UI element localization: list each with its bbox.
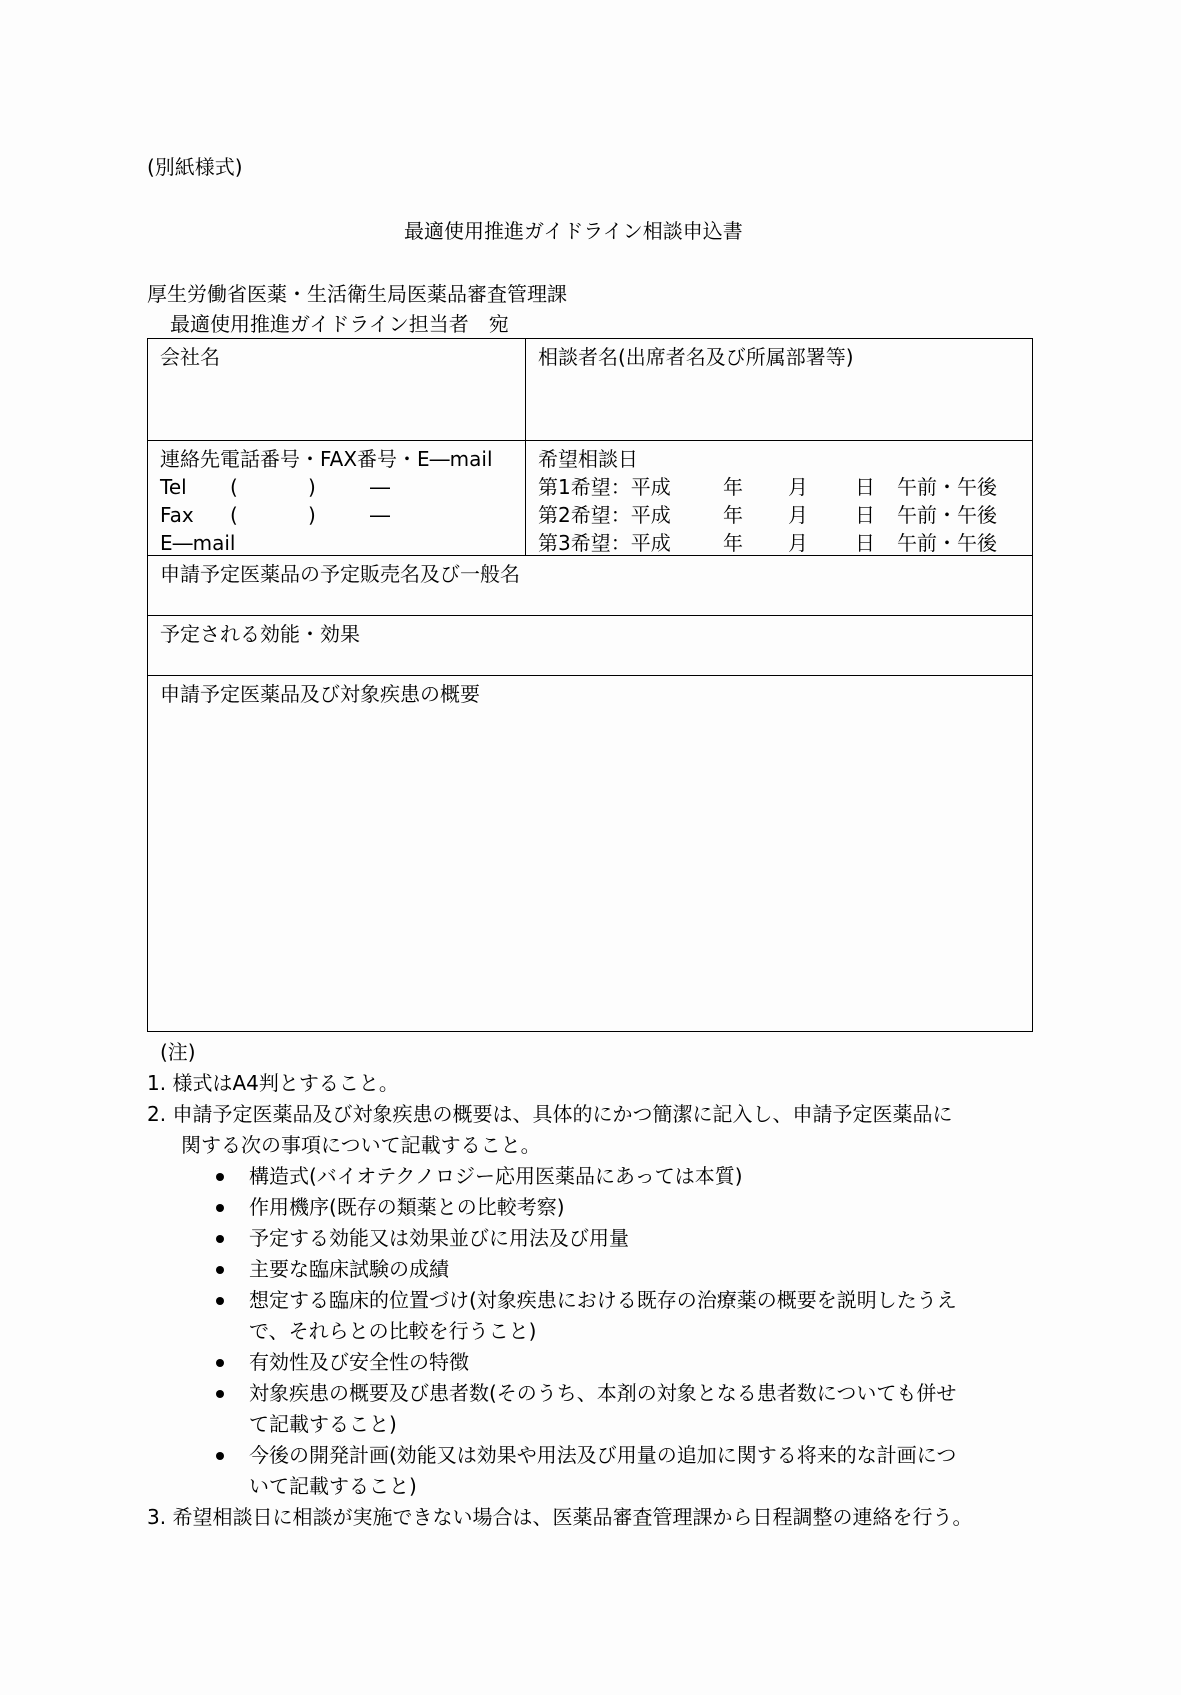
bullet-icon [216,1266,224,1274]
overview-cell[interactable] [148,676,1032,1031]
date-3-day: 日 [855,531,875,555]
drug-name-label: 申請予定医薬品の予定販売名及び一般名 [160,562,520,586]
overview-label: 申請予定医薬品及び対象疾患の概要 [160,682,480,706]
row-drug-name [148,556,1032,616]
form-title: 最適使用推進ガイドライン相談申込書 [404,219,743,243]
bullet-item: 作用機序(既存の類薬との比較考察) [249,1192,565,1223]
consultant-name-cell[interactable] [526,339,1032,440]
bullet-icon [216,1297,224,1305]
efficacy-cell[interactable] [148,616,1032,675]
bullet-item-continuation: て記載すること) [249,1412,397,1436]
row-overview [148,676,1032,1031]
date-3-ampm: 午前・午後 [897,531,997,555]
date-choice-3[interactable] [538,529,1020,557]
date-2-label: 第2希望：平成 [538,503,671,527]
bullet-item: 対象疾患の概要及び患者数(そのうち、本剤の対象となる患者数についても併せ [249,1378,956,1409]
date-3-label: 第3希望：平成 [538,531,671,555]
contact-label: 連絡先電話番号・FAX番号・E―mail [160,447,493,471]
date-1-month: 月 [788,475,808,499]
efficacy-label: 予定される効能・効果 [160,622,360,646]
bullet-item: 今後の開発計画(効能又は効果や用法及び用量の追加に関する将来的な計画につ [249,1440,956,1471]
bullet-icon [216,1390,224,1398]
addressee-line2: 最適使用推進ガイドライン担当者 宛 [170,312,509,336]
date-1-year: 年 [723,475,743,499]
note-item-2-line1: 2. 申請予定医薬品及び対象疾患の概要は、具体的にかつ簡潔に記入し、申請予定医薬品に [147,1102,953,1126]
note-item-3: 3. 希望相談日に相談が実施できない場合は、医薬品審査管理課から日程調整の連絡を行う。 [147,1505,973,1529]
application-form-table [147,338,1033,1032]
date-2-day: 日 [855,503,875,527]
bullet-icon [216,1235,224,1243]
date-choice-2[interactable] [538,501,1020,529]
date-2-month: 月 [788,503,808,527]
fax-line[interactable] [160,501,513,529]
contact-cell[interactable] [148,441,526,555]
bullet-icon [216,1204,224,1212]
email-line[interactable] [160,529,513,557]
note-item-2-line2: 関する次の事項について記載すること。 [181,1133,541,1157]
bullet-item: 構造式(バイオテクノロジー応用医薬品にあっては本質) [249,1161,743,1192]
date-3-year: 年 [723,531,743,555]
date-2-year: 年 [723,503,743,527]
bullet-item: 主要な臨床試験の成績 [249,1254,449,1285]
tel-open-paren: ( [230,475,238,499]
bullet-icon [216,1359,224,1367]
date-1-ampm: 午前・午後 [897,475,997,499]
email-label: E―mail [160,531,236,555]
row-efficacy [148,616,1032,676]
bullet-item: 予定する効能又は効果並びに用法及び用量 [249,1223,629,1254]
drug-name-cell[interactable] [148,556,1032,615]
note-item-1: 1. 様式はA4判とすること。 [147,1071,399,1095]
bullet-item: 有効性及び安全性の特徴 [249,1347,469,1378]
tel-close-paren: ) [308,475,316,499]
bullet-item: 想定する臨床的位置づけ(対象疾患における既存の治療薬の概要を説明したうえ [249,1285,957,1316]
bullet-icon [216,1173,224,1181]
date-choice-1[interactable] [538,473,1020,501]
bullet-icon [216,1452,224,1460]
fax-open-paren: ( [230,503,238,527]
notes-heading: (注) [160,1040,196,1064]
date-1-label: 第1希望：平成 [538,475,671,499]
addressee-line1: 厚生労働省医薬・生活衛生局医薬品審査管理課 [147,282,567,306]
row-company-consultant [148,339,1032,441]
tel-dash: ― [370,475,390,499]
fax-dash: ― [370,503,390,527]
fax-close-paren: ) [308,503,316,527]
attachment-label: (別紙様式) [147,155,243,179]
tel-line[interactable] [160,473,513,501]
company-name-label: 会社名 [160,345,220,369]
desired-dates-cell [526,441,1032,555]
company-name-cell[interactable] [148,339,526,440]
fax-label: Fax [160,503,194,527]
date-2-ampm: 午前・午後 [897,503,997,527]
desired-date-label: 希望相談日 [538,447,638,471]
date-3-month: 月 [788,531,808,555]
tel-label: Tel [160,475,187,499]
bullet-item-continuation: で、それらとの比較を行うこと) [249,1319,537,1343]
bullet-item-continuation: いて記載すること) [249,1474,417,1498]
date-1-day: 日 [855,475,875,499]
consultant-name-label: 相談者名(出席者名及び所属部署等) [538,345,854,369]
row-contact-dates [148,441,1032,556]
